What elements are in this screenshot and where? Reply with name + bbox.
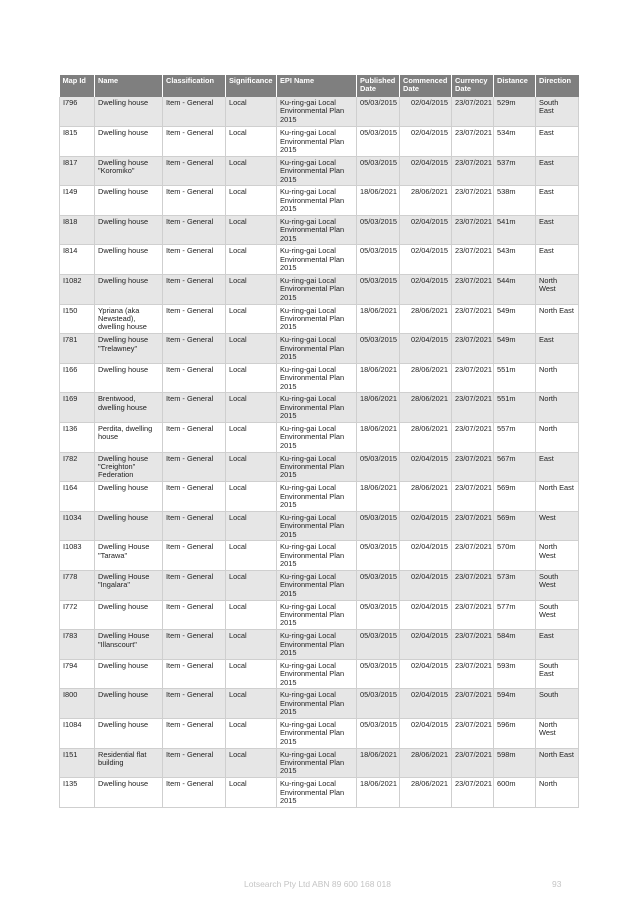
cell-currency-date: 23/07/2021 (452, 748, 494, 778)
cell-classification: Item - General (163, 156, 226, 186)
table-row (60, 423, 579, 453)
cell-currency-date: 23/07/2021 (452, 482, 494, 512)
cell-distance: 543m (494, 245, 536, 275)
cell-epi-name: Ku-ring-gai Local Environmental Plan 2015 (277, 659, 357, 689)
header-epi-name: EPI Name (277, 75, 357, 97)
cell-distance: 567m (494, 452, 536, 482)
cell-name: Dwelling house (95, 659, 163, 689)
cell-map-id: I794 (60, 659, 95, 689)
cell-currency-date: 23/07/2021 (452, 97, 494, 127)
cell-significance: Local (226, 156, 277, 186)
cell-direction: North (536, 423, 579, 453)
cell-significance: Local (226, 482, 277, 512)
cell-significance: Local (226, 541, 277, 571)
cell-direction: East (536, 215, 579, 245)
cell-commenced-date: 02/04/2015 (400, 127, 452, 157)
cell-currency-date: 23/07/2021 (452, 600, 494, 630)
cell-map-id: I1082 (60, 275, 95, 305)
cell-classification: Item - General (163, 393, 226, 423)
table-row (60, 156, 579, 186)
cell-published-date: 18/06/2021 (357, 748, 400, 778)
table-row (60, 689, 579, 719)
cell-direction: North (536, 393, 579, 423)
header-published-date: Published Date (357, 75, 400, 97)
cell-published-date: 18/06/2021 (357, 186, 400, 216)
cell-map-id: I1084 (60, 718, 95, 748)
cell-epi-name: Ku-ring-gai Local Environmental Plan 2015 (277, 778, 357, 808)
header-row (60, 75, 579, 97)
cell-commenced-date: 28/06/2021 (400, 393, 452, 423)
cell-direction: East (536, 245, 579, 275)
cell-published-date: 18/06/2021 (357, 778, 400, 808)
cell-significance: Local (226, 127, 277, 157)
cell-classification: Item - General (163, 275, 226, 305)
header-direction: Direction (536, 75, 579, 97)
table-row (60, 304, 579, 334)
cell-distance: 584m (494, 630, 536, 660)
cell-currency-date: 23/07/2021 (452, 571, 494, 601)
cell-map-id: I169 (60, 393, 95, 423)
cell-significance: Local (226, 393, 277, 423)
cell-classification: Item - General (163, 186, 226, 216)
cell-name: Dwelling house (95, 482, 163, 512)
cell-commenced-date: 02/04/2015 (400, 600, 452, 630)
cell-distance: 549m (494, 304, 536, 334)
cell-name: Perdita, dwelling house (95, 423, 163, 453)
cell-epi-name: Ku-ring-gai Local Environmental Plan 2015 (277, 541, 357, 571)
cell-direction: North West (536, 275, 579, 305)
cell-published-date: 05/03/2015 (357, 334, 400, 364)
cell-distance: 549m (494, 334, 536, 364)
cell-significance: Local (226, 689, 277, 719)
cell-direction: South West (536, 600, 579, 630)
cell-commenced-date: 02/04/2015 (400, 215, 452, 245)
cell-map-id: I817 (60, 156, 95, 186)
page-number: 93 (552, 879, 562, 889)
cell-epi-name: Ku-ring-gai Local Environmental Plan 2015 (277, 215, 357, 245)
cell-name: Residential flat building (95, 748, 163, 778)
cell-map-id: I1083 (60, 541, 95, 571)
cell-name: Dwelling house (95, 215, 163, 245)
cell-commenced-date: 02/04/2015 (400, 511, 452, 541)
cell-significance: Local (226, 215, 277, 245)
cell-distance: 596m (494, 718, 536, 748)
cell-map-id: I151 (60, 748, 95, 778)
header-map-id: Map Id (60, 75, 95, 97)
cell-published-date: 05/03/2015 (357, 571, 400, 601)
cell-name: Dwelling house (95, 363, 163, 393)
footer-company: Lotsearch Pty Ltd ABN 89 600 168 018 (244, 879, 391, 889)
cell-map-id: I772 (60, 600, 95, 630)
cell-direction: North East (536, 304, 579, 334)
table-row (60, 600, 579, 630)
cell-direction: South West (536, 571, 579, 601)
cell-significance: Local (226, 659, 277, 689)
cell-classification: Item - General (163, 778, 226, 808)
cell-epi-name: Ku-ring-gai Local Environmental Plan 2015 (277, 97, 357, 127)
cell-epi-name: Ku-ring-gai Local Environmental Plan 2015 (277, 245, 357, 275)
cell-currency-date: 23/07/2021 (452, 452, 494, 482)
table-row (60, 630, 579, 660)
cell-map-id: I814 (60, 245, 95, 275)
cell-name: Dwelling house "Koromiko" (95, 156, 163, 186)
cell-currency-date: 23/07/2021 (452, 689, 494, 719)
cell-published-date: 05/03/2015 (357, 718, 400, 748)
cell-classification: Item - General (163, 245, 226, 275)
cell-currency-date: 23/07/2021 (452, 304, 494, 334)
cell-classification: Item - General (163, 334, 226, 364)
table-row (60, 334, 579, 364)
cell-map-id: I815 (60, 127, 95, 157)
cell-significance: Local (226, 600, 277, 630)
cell-name: Dwelling house (95, 275, 163, 305)
cell-distance: 551m (494, 393, 536, 423)
cell-name: Dwelling House "Ingalara" (95, 571, 163, 601)
cell-distance: 529m (494, 97, 536, 127)
cell-significance: Local (226, 275, 277, 305)
cell-classification: Item - General (163, 215, 226, 245)
cell-epi-name: Ku-ring-gai Local Environmental Plan 2015 (277, 304, 357, 334)
header-commenced-date: Commenced Date (400, 75, 452, 97)
table-row (60, 482, 579, 512)
cell-currency-date: 23/07/2021 (452, 363, 494, 393)
cell-commenced-date: 28/06/2021 (400, 363, 452, 393)
cell-direction: North (536, 363, 579, 393)
cell-map-id: I166 (60, 363, 95, 393)
cell-name: Dwelling house (95, 778, 163, 808)
cell-name: Brentwood, dwelling house (95, 393, 163, 423)
cell-direction: East (536, 452, 579, 482)
cell-currency-date: 23/07/2021 (452, 245, 494, 275)
cell-significance: Local (226, 304, 277, 334)
cell-distance: 594m (494, 689, 536, 719)
cell-distance: 534m (494, 127, 536, 157)
cell-direction: North East (536, 482, 579, 512)
cell-published-date: 05/03/2015 (357, 541, 400, 571)
cell-epi-name: Ku-ring-gai Local Environmental Plan 2015 (277, 511, 357, 541)
cell-published-date: 18/06/2021 (357, 304, 400, 334)
cell-significance: Local (226, 630, 277, 660)
cell-distance: 570m (494, 541, 536, 571)
cell-commenced-date: 02/04/2015 (400, 156, 452, 186)
cell-published-date: 05/03/2015 (357, 511, 400, 541)
table-row (60, 748, 579, 778)
cell-map-id: I782 (60, 452, 95, 482)
cell-significance: Local (226, 245, 277, 275)
cell-commenced-date: 02/04/2015 (400, 718, 452, 748)
cell-currency-date: 23/07/2021 (452, 778, 494, 808)
cell-classification: Item - General (163, 630, 226, 660)
table-row (60, 363, 579, 393)
cell-epi-name: Ku-ring-gai Local Environmental Plan 2015 (277, 423, 357, 453)
cell-epi-name: Ku-ring-gai Local Environmental Plan 2015 (277, 452, 357, 482)
cell-significance: Local (226, 718, 277, 748)
cell-distance: 593m (494, 659, 536, 689)
table-row (60, 245, 579, 275)
cell-map-id: I818 (60, 215, 95, 245)
table-row (60, 186, 579, 216)
cell-map-id: I783 (60, 630, 95, 660)
cell-commenced-date: 28/06/2021 (400, 304, 452, 334)
table-row (60, 571, 579, 601)
cell-map-id: I136 (60, 423, 95, 453)
cell-commenced-date: 02/04/2015 (400, 452, 452, 482)
header-currency-date: Currency Date (452, 75, 494, 97)
cell-published-date: 05/03/2015 (357, 630, 400, 660)
cell-published-date: 05/03/2015 (357, 659, 400, 689)
table-row (60, 97, 579, 127)
cell-name: Dwelling house (95, 511, 163, 541)
cell-commenced-date: 02/04/2015 (400, 689, 452, 719)
cell-classification: Item - General (163, 304, 226, 334)
cell-currency-date: 23/07/2021 (452, 423, 494, 453)
cell-currency-date: 23/07/2021 (452, 156, 494, 186)
cell-significance: Local (226, 97, 277, 127)
cell-classification: Item - General (163, 718, 226, 748)
header-name: Name (95, 75, 163, 97)
cell-classification: Item - General (163, 689, 226, 719)
cell-published-date: 05/03/2015 (357, 127, 400, 157)
cell-commenced-date: 28/06/2021 (400, 778, 452, 808)
cell-currency-date: 23/07/2021 (452, 186, 494, 216)
cell-distance: 598m (494, 748, 536, 778)
cell-significance: Local (226, 452, 277, 482)
cell-currency-date: 23/07/2021 (452, 659, 494, 689)
cell-commenced-date: 28/06/2021 (400, 423, 452, 453)
cell-direction: East (536, 186, 579, 216)
cell-commenced-date: 02/04/2015 (400, 659, 452, 689)
cell-commenced-date: 02/04/2015 (400, 245, 452, 275)
table-row (60, 511, 579, 541)
cell-commenced-date: 02/04/2015 (400, 334, 452, 364)
cell-published-date: 05/03/2015 (357, 689, 400, 719)
cell-name: Dwelling house (95, 186, 163, 216)
cell-direction: South East (536, 97, 579, 127)
cell-classification: Item - General (163, 571, 226, 601)
table-row (60, 452, 579, 482)
cell-name: Dwelling House "Tarawa" (95, 541, 163, 571)
cell-epi-name: Ku-ring-gai Local Environmental Plan 2015 (277, 689, 357, 719)
cell-distance: 569m (494, 482, 536, 512)
cell-direction: East (536, 334, 579, 364)
cell-published-date: 05/03/2015 (357, 215, 400, 245)
table-row (60, 659, 579, 689)
cell-map-id: I796 (60, 97, 95, 127)
cell-published-date: 05/03/2015 (357, 600, 400, 630)
cell-epi-name: Ku-ring-gai Local Environmental Plan 2015 (277, 571, 357, 601)
cell-name: Dwelling house (95, 718, 163, 748)
cell-map-id: I778 (60, 571, 95, 601)
cell-currency-date: 23/07/2021 (452, 127, 494, 157)
cell-epi-name: Ku-ring-gai Local Environmental Plan 2015 (277, 363, 357, 393)
cell-map-id: I164 (60, 482, 95, 512)
cell-commenced-date: 02/04/2015 (400, 630, 452, 660)
cell-published-date: 05/03/2015 (357, 245, 400, 275)
table-row (60, 127, 579, 157)
cell-epi-name: Ku-ring-gai Local Environmental Plan 2015 (277, 630, 357, 660)
cell-epi-name: Ku-ring-gai Local Environmental Plan 2015 (277, 393, 357, 423)
cell-distance: 577m (494, 600, 536, 630)
cell-classification: Item - General (163, 748, 226, 778)
heritage-items-table (59, 75, 579, 808)
cell-direction: East (536, 127, 579, 157)
cell-distance: 544m (494, 275, 536, 305)
table-row (60, 215, 579, 245)
cell-epi-name: Ku-ring-gai Local Environmental Plan 2015 (277, 127, 357, 157)
cell-commenced-date: 28/06/2021 (400, 186, 452, 216)
header-significance: Significance (226, 75, 277, 97)
cell-name: Ypriana (aka Newstead), dwelling house (95, 304, 163, 334)
cell-classification: Item - General (163, 423, 226, 453)
cell-distance: 541m (494, 215, 536, 245)
cell-significance: Local (226, 423, 277, 453)
header-classification: Classification (163, 75, 226, 97)
cell-currency-date: 23/07/2021 (452, 275, 494, 305)
cell-classification: Item - General (163, 127, 226, 157)
cell-currency-date: 23/07/2021 (452, 630, 494, 660)
cell-map-id: I1034 (60, 511, 95, 541)
cell-name: Dwelling house (95, 600, 163, 630)
cell-map-id: I135 (60, 778, 95, 808)
cell-distance: 573m (494, 571, 536, 601)
table-row (60, 541, 579, 571)
cell-map-id: I781 (60, 334, 95, 364)
cell-epi-name: Ku-ring-gai Local Environmental Plan 2015 (277, 482, 357, 512)
cell-name: Dwelling house (95, 245, 163, 275)
cell-epi-name: Ku-ring-gai Local Environmental Plan 2015 (277, 600, 357, 630)
cell-direction: North East (536, 748, 579, 778)
cell-distance: 537m (494, 156, 536, 186)
cell-commenced-date: 02/04/2015 (400, 541, 452, 571)
cell-commenced-date: 02/04/2015 (400, 275, 452, 305)
cell-published-date: 05/03/2015 (357, 97, 400, 127)
cell-classification: Item - General (163, 452, 226, 482)
cell-direction: North West (536, 718, 579, 748)
cell-published-date: 05/03/2015 (357, 156, 400, 186)
cell-map-id: I149 (60, 186, 95, 216)
table-row (60, 275, 579, 305)
cell-published-date: 18/06/2021 (357, 393, 400, 423)
cell-direction: East (536, 630, 579, 660)
cell-epi-name: Ku-ring-gai Local Environmental Plan 2015 (277, 334, 357, 364)
cell-published-date: 05/03/2015 (357, 275, 400, 305)
cell-published-date: 05/03/2015 (357, 452, 400, 482)
cell-classification: Item - General (163, 659, 226, 689)
cell-significance: Local (226, 363, 277, 393)
cell-distance: 600m (494, 778, 536, 808)
cell-distance: 551m (494, 363, 536, 393)
cell-currency-date: 23/07/2021 (452, 511, 494, 541)
cell-name: Dwelling House "Illanscourt" (95, 630, 163, 660)
cell-classification: Item - General (163, 97, 226, 127)
cell-classification: Item - General (163, 511, 226, 541)
cell-classification: Item - General (163, 482, 226, 512)
cell-classification: Item - General (163, 541, 226, 571)
cell-distance: 557m (494, 423, 536, 453)
cell-epi-name: Ku-ring-gai Local Environmental Plan 2015 (277, 275, 357, 305)
cell-distance: 538m (494, 186, 536, 216)
cell-name: Dwelling house (95, 689, 163, 719)
cell-significance: Local (226, 511, 277, 541)
cell-name: Dwelling house (95, 127, 163, 157)
table-header (60, 75, 579, 97)
cell-classification: Item - General (163, 363, 226, 393)
table-row (60, 393, 579, 423)
cell-significance: Local (226, 778, 277, 808)
cell-currency-date: 23/07/2021 (452, 215, 494, 245)
cell-currency-date: 23/07/2021 (452, 393, 494, 423)
cell-epi-name: Ku-ring-gai Local Environmental Plan 2015 (277, 748, 357, 778)
cell-currency-date: 23/07/2021 (452, 334, 494, 364)
cell-name: Dwelling house "Trelawney" (95, 334, 163, 364)
cell-commenced-date: 28/06/2021 (400, 748, 452, 778)
cell-map-id: I800 (60, 689, 95, 719)
cell-published-date: 18/06/2021 (357, 482, 400, 512)
cell-direction: West (536, 511, 579, 541)
cell-direction: East (536, 156, 579, 186)
cell-published-date: 18/06/2021 (357, 423, 400, 453)
table-row (60, 778, 579, 808)
cell-direction: North West (536, 541, 579, 571)
cell-published-date: 18/06/2021 (357, 363, 400, 393)
cell-commenced-date: 02/04/2015 (400, 97, 452, 127)
cell-distance: 569m (494, 511, 536, 541)
cell-significance: Local (226, 571, 277, 601)
cell-classification: Item - General (163, 600, 226, 630)
cell-currency-date: 23/07/2021 (452, 541, 494, 571)
cell-commenced-date: 28/06/2021 (400, 482, 452, 512)
table-body (60, 97, 579, 807)
cell-commenced-date: 02/04/2015 (400, 571, 452, 601)
cell-significance: Local (226, 186, 277, 216)
cell-map-id: I150 (60, 304, 95, 334)
cell-direction: South (536, 689, 579, 719)
cell-significance: Local (226, 334, 277, 364)
cell-significance: Local (226, 748, 277, 778)
cell-epi-name: Ku-ring-gai Local Environmental Plan 2015 (277, 186, 357, 216)
cell-epi-name: Ku-ring-gai Local Environmental Plan 2015 (277, 156, 357, 186)
header-distance: Distance (494, 75, 536, 97)
cell-direction: North (536, 778, 579, 808)
cell-name: Dwelling house (95, 97, 163, 127)
cell-currency-date: 23/07/2021 (452, 718, 494, 748)
table-row (60, 718, 579, 748)
cell-epi-name: Ku-ring-gai Local Environmental Plan 2015 (277, 718, 357, 748)
cell-direction: South East (536, 659, 579, 689)
cell-name: Dwelling house "Creighton" Federation (95, 452, 163, 482)
